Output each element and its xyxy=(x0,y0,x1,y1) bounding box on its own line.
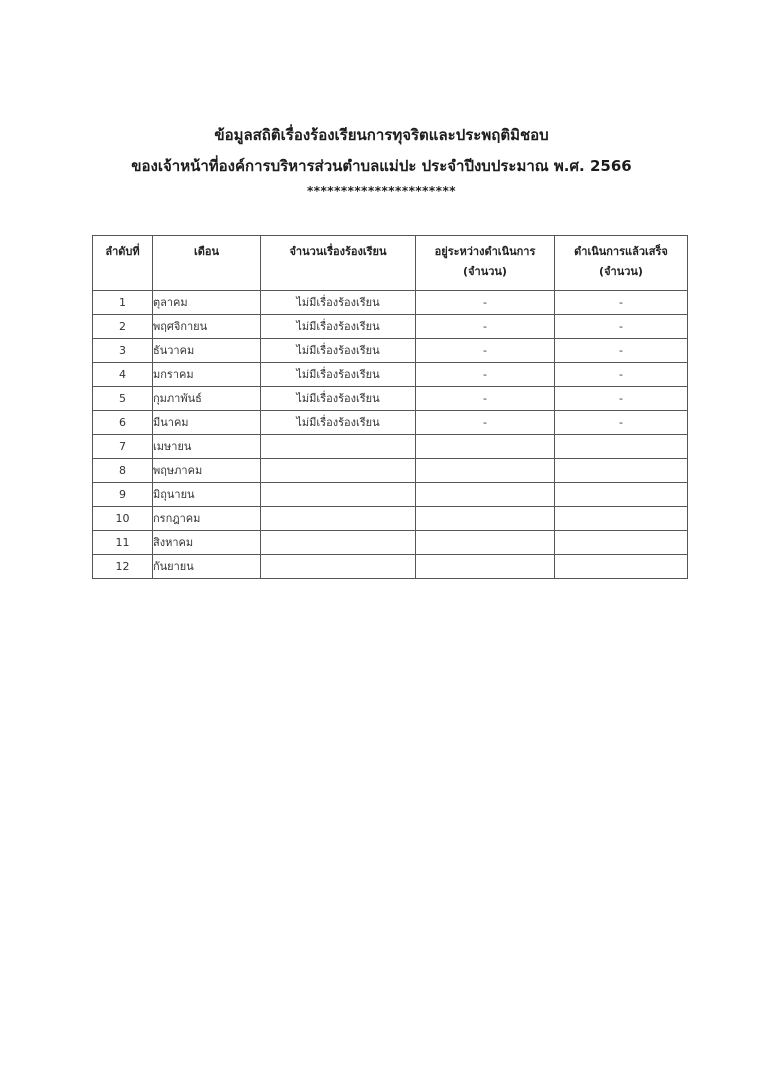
row-in-progress xyxy=(416,555,555,579)
row-number: 12 xyxy=(93,555,153,579)
row-in-progress: - xyxy=(416,315,555,339)
row-complaints xyxy=(261,531,416,555)
row-completed: - xyxy=(555,411,688,435)
row-month: มีนาคม xyxy=(153,411,261,435)
table-row xyxy=(93,411,688,435)
row-in-progress xyxy=(416,435,555,459)
row-month: พฤศจิกายน xyxy=(153,315,261,339)
row-month: พฤษภาคม xyxy=(153,459,261,483)
row-number: 7 xyxy=(93,435,153,459)
table-row xyxy=(93,363,688,387)
row-number: 2 xyxy=(93,315,153,339)
row-month: ธันวาคม xyxy=(153,339,261,363)
row-completed xyxy=(555,531,688,555)
row-month: ตุลาคม xyxy=(153,291,261,315)
document-title-line1: ข้อมูลสถิติเรื่องร้องเรียนการทุจริตและประพฤติมิชอบ xyxy=(214,126,549,144)
row-number: 5 xyxy=(93,387,153,411)
row-number: 9 xyxy=(93,483,153,507)
row-number: 6 xyxy=(93,411,153,435)
row-month: มิถุนายน xyxy=(153,483,261,507)
row-completed: - xyxy=(555,387,688,411)
table-row xyxy=(93,555,688,579)
table-body xyxy=(93,291,688,579)
header-in-progress-unit: (จำนวน) xyxy=(463,265,507,278)
row-complaints: ไม่มีเรื่องร้องเรียน xyxy=(261,411,416,435)
row-in-progress xyxy=(416,483,555,507)
table-row xyxy=(93,483,688,507)
header-in-progress-label: อยู่ระหว่างดำเนินการ xyxy=(434,245,536,258)
row-in-progress: - xyxy=(416,411,555,435)
row-complaints: ไม่มีเรื่องร้องเรียน xyxy=(261,339,416,363)
row-in-progress: - xyxy=(416,387,555,411)
row-number: 4 xyxy=(93,363,153,387)
header-completed xyxy=(555,236,688,291)
title-separator: ********************** xyxy=(306,184,457,198)
row-complaints: ไม่มีเรื่องร้องเรียน xyxy=(261,387,416,411)
row-month: สิงหาคม xyxy=(153,531,261,555)
document-title-line2: ของเจ้าหน้าที่องค์การบริหารส่วนตำบลแม่ปะ ประจำปีงบประมาณ พ.ศ. 2566 xyxy=(131,157,632,175)
row-number: 1 xyxy=(93,291,153,315)
row-in-progress: - xyxy=(416,291,555,315)
table-row xyxy=(93,291,688,315)
table-row xyxy=(93,507,688,531)
row-completed xyxy=(555,459,688,483)
row-complaints xyxy=(261,459,416,483)
row-completed xyxy=(555,507,688,531)
row-completed: - xyxy=(555,315,688,339)
header-completed-unit: (จำนวน) xyxy=(599,265,643,278)
table-row xyxy=(93,315,688,339)
row-complaints xyxy=(261,483,416,507)
row-completed: - xyxy=(555,363,688,387)
row-complaints xyxy=(261,507,416,531)
row-month: เมษายน xyxy=(153,435,261,459)
table-row xyxy=(93,531,688,555)
row-in-progress: - xyxy=(416,363,555,387)
row-number: 11 xyxy=(93,531,153,555)
row-complaints: ไม่มีเรื่องร้องเรียน xyxy=(261,291,416,315)
table-row xyxy=(93,435,688,459)
row-month: กุมภาพันธ์ xyxy=(153,387,261,411)
row-in-progress xyxy=(416,531,555,555)
table-header-row xyxy=(93,236,688,291)
row-month: มกราคม xyxy=(153,363,261,387)
row-month: กรกฎาคม xyxy=(153,507,261,531)
row-complaints xyxy=(261,435,416,459)
row-number: 3 xyxy=(93,339,153,363)
row-in-progress: - xyxy=(416,339,555,363)
row-complaints: ไม่มีเรื่องร้องเรียน xyxy=(261,363,416,387)
row-number: 10 xyxy=(93,507,153,531)
row-in-progress xyxy=(416,459,555,483)
header-completed-label: ดำเนินการแล้วเสร็จ xyxy=(574,245,668,258)
table-row xyxy=(93,459,688,483)
complaints-statistics-table xyxy=(92,235,688,579)
row-number: 8 xyxy=(93,459,153,483)
header-month: เดือน xyxy=(153,236,261,291)
row-in-progress xyxy=(416,507,555,531)
row-completed xyxy=(555,483,688,507)
table-row xyxy=(93,339,688,363)
header-complaints: จำนวนเรื่องร้องเรียน xyxy=(261,236,416,291)
header-order: ลำดับที่ xyxy=(93,236,153,291)
row-completed xyxy=(555,435,688,459)
row-completed xyxy=(555,555,688,579)
row-completed: - xyxy=(555,339,688,363)
row-month: กันยายน xyxy=(153,555,261,579)
row-completed: - xyxy=(555,291,688,315)
row-complaints xyxy=(261,555,416,579)
table-row xyxy=(93,387,688,411)
header-in-progress xyxy=(416,236,555,291)
row-complaints: ไม่มีเรื่องร้องเรียน xyxy=(261,315,416,339)
